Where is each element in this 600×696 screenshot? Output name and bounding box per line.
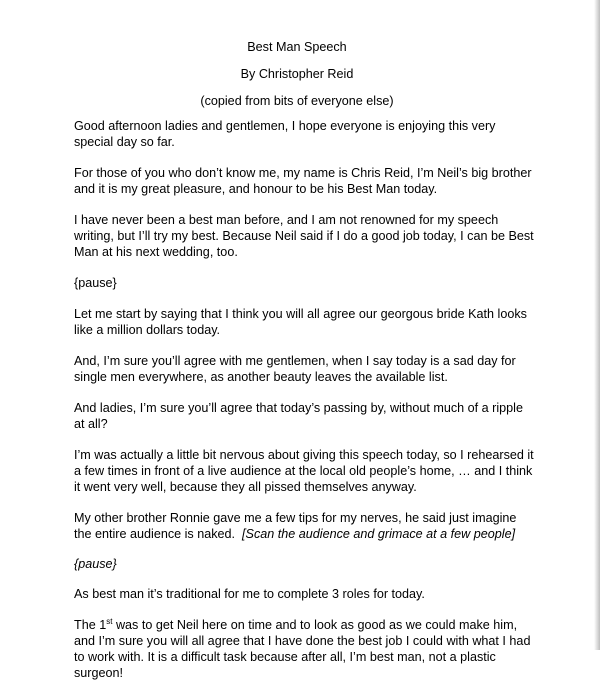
paragraph-pause-italic: {pause} (74, 557, 117, 571)
paragraph-roles: As best man it’s traditional for me to complete 3 roles for today. (74, 587, 425, 601)
first-role-text: was to get Neil here on time and to look as good as we could make him, and I’m sure you will all agree that I have done the best job I could with what I had to work with. It is a difficult task because after all, I’m best man, not a plastic surgeon! (74, 618, 531, 680)
paragraph-pause: {pause} (74, 276, 117, 290)
paragraph-first-role (74, 617, 534, 681)
tips-text: My other brother Ronnie gave me a few tips for my nerves, he said just imagine the entire audience is naked. (74, 511, 517, 541)
document-author: By Christopher Reid (240, 67, 354, 81)
ordinal-superscript: st (106, 616, 113, 626)
document-title: Best Man Speech (247, 40, 347, 54)
page-edge-shadow (594, 0, 600, 650)
paragraph-nerves-tips (74, 510, 534, 542)
paragraph-greeting: Good afternoon ladies and gentlemen, I hope everyone is enjoying this very special day so far. (74, 119, 496, 149)
stage-direction: [Scan the audience and grimace at a few people] (242, 527, 516, 541)
document-subtitle: (copied from bits of everyone else) (200, 94, 394, 108)
paragraph-rehearsal: I’m was actually a little bit nervous about giving this speech today, so I rehearsed it a few times in front of a live audience at the local old people’s home, … and I think it went very well, because they all pissed themselves anyway. (74, 448, 534, 494)
paragraph-introduction: For those of you who don’t know me, my name is Chris Reid, I’m Neil’s big brother and it is my great pleasure, and honour to be his Best Man today. (74, 166, 532, 196)
paragraph-gentlemen: And, I’m sure you’ll agree with me gentlemen, when I say today is a sad day for single men everywhere, as another beauty leaves the available list. (74, 354, 516, 384)
paragraph-ladies: And ladies, I’m sure you’ll agree that today’s passing by, without much of a ripple at all? (74, 401, 523, 431)
speech-body (74, 118, 534, 696)
paragraph-first-time: I have never been a best man before, and I am not renowned for my speech writing, but I’ll try my best. Because Neil said if I do a good job today, I can be Best Man at his next wedding, too. (74, 213, 534, 259)
paragraph-bride: Let me start by saying that I think you will all agree our georgous bride Kath looks like a million dollars today. (74, 307, 527, 337)
first-role-prefix: The 1 (74, 618, 107, 632)
